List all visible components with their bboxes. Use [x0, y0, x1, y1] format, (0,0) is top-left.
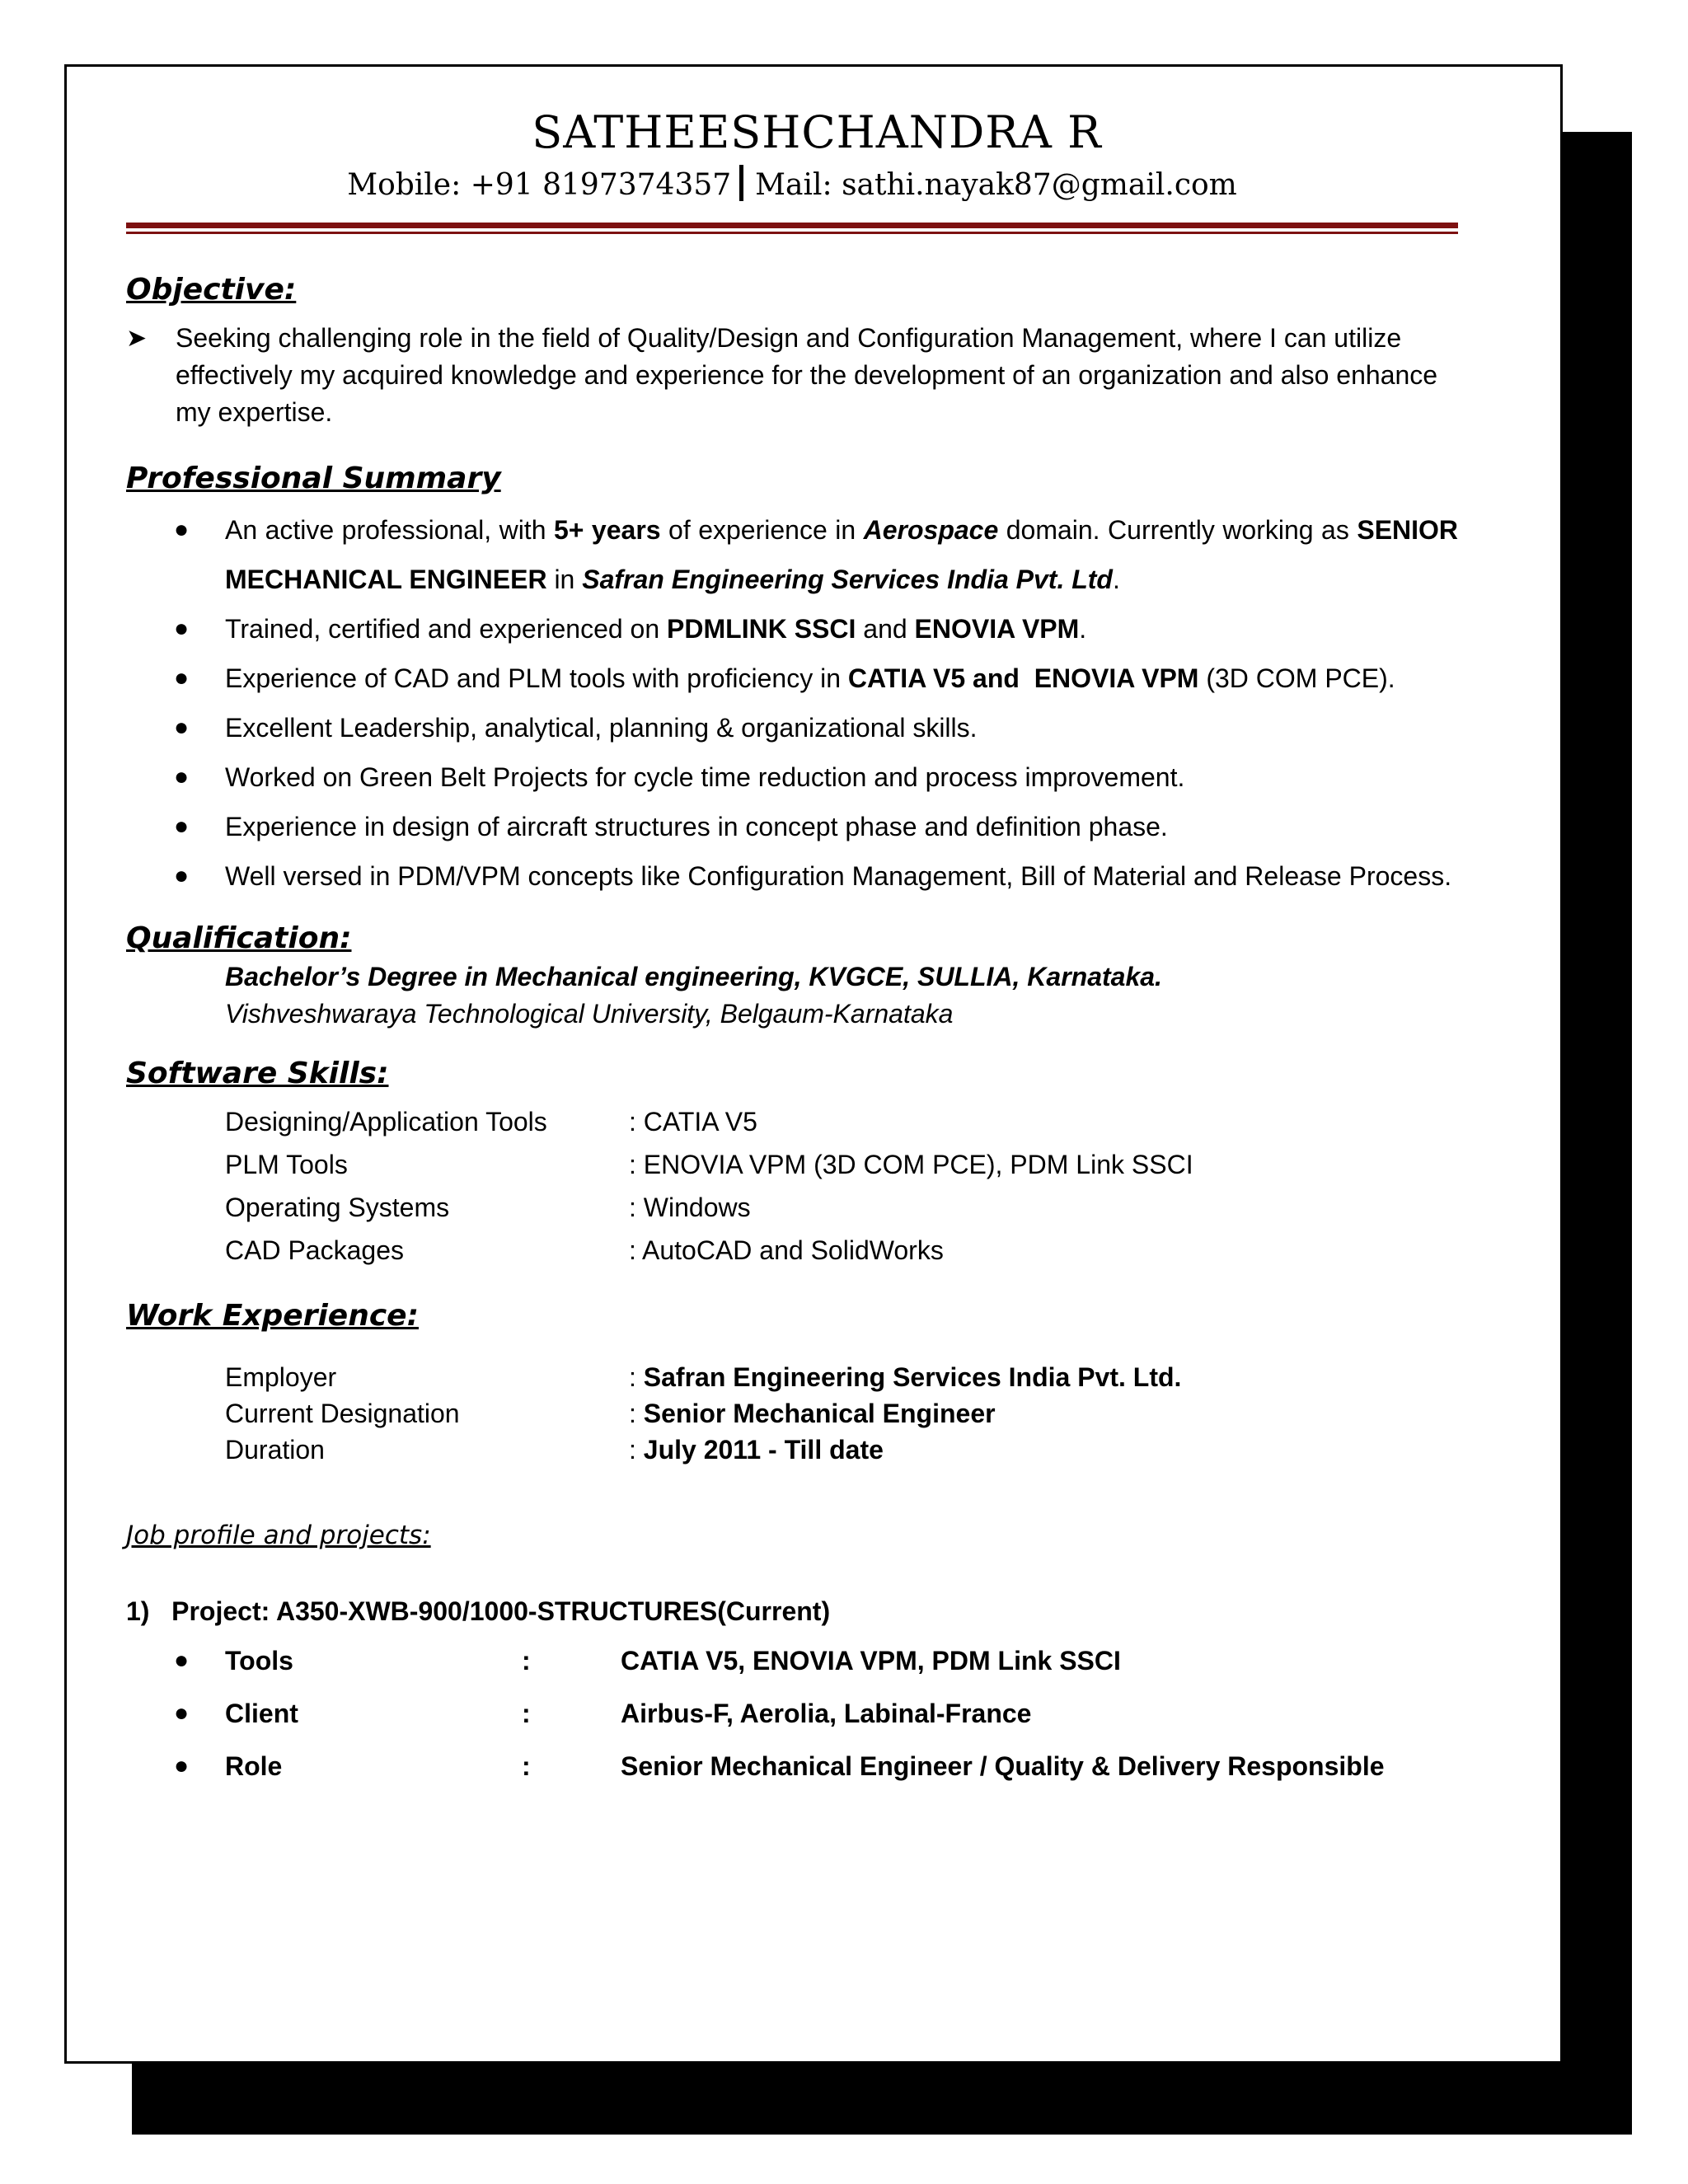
software-row: Operating Systems : Windows [225, 1193, 751, 1222]
university-line: Vishveshwaraya Technological University, Belgaum-Karnataka [225, 999, 954, 1029]
bullet-dot-icon: ● [174, 1752, 190, 1779]
project-details [126, 1634, 1458, 1793]
bullet-dot-icon: ● [174, 763, 190, 790]
arrow-bullet-icon: ➤ [126, 325, 148, 352]
bullet-dot-icon: ● [174, 516, 190, 543]
contact-separator [739, 165, 743, 201]
project-item: ● Role : Senior Mechanical Engineer / Quality & Delivery Responsible [126, 1740, 1458, 1793]
resume-content [126, 104, 1458, 1793]
email-address: Mail: sathi.nayak87@gmail.com [755, 168, 1237, 202]
software-table [126, 1100, 1458, 1272]
qualification-heading: Qualification: [126, 921, 352, 955]
bullet-dot-icon: ● [174, 862, 190, 889]
summary-item: ● Trained, certified and experienced on PDMLINK SSCI and ENOVIA VPM. [126, 604, 1458, 654]
summary-item: ● Experience in design of aircraft structures in concept phase and definition phase. [126, 802, 1458, 851]
objective-item [126, 320, 1458, 431]
header-rule-thick [126, 223, 1458, 228]
degree-line: Bachelor’s Degree in Mechanical engineering, KVGCE, SULLIA, Karnataka. [225, 962, 1162, 991]
bullet-dot-icon: ● [174, 714, 190, 741]
bullet-dot-icon: ● [174, 664, 190, 691]
software-row: Designing/Application Tools : CATIA V5 [225, 1107, 757, 1137]
work-row: Duration : July 2011 - Till date [225, 1435, 884, 1465]
resume-page [64, 64, 1563, 2064]
work-table [126, 1359, 1458, 1468]
work-heading: Work Experience: [126, 1299, 419, 1333]
objective-heading: Objective: [126, 273, 297, 307]
summary-item: ● Well versed in PDM/VPM concepts like Configuration Management, Bill of Material and Release Process. [126, 851, 1458, 901]
software-heading: Software Skills: [126, 1057, 389, 1090]
summary-item: ● Worked on Green Belt Projects for cycle time reduction and process improvement. [126, 752, 1458, 802]
software-row: PLM Tools : ENOVIA VPM (3D COM PCE), PDM Link SSCI [225, 1150, 1193, 1179]
bullet-dot-icon: ● [174, 813, 190, 840]
project-item: ● Client : Airbus-F, Aerolia, Labinal-France [126, 1687, 1458, 1740]
summary-list [126, 505, 1458, 901]
mobile-number: Mobile: +91 8197374357 [347, 168, 732, 202]
work-row: Current Designation : Senior Mechanical Engineer [225, 1399, 996, 1428]
project-title: 1) Project: A350-XWB-900/1000-STRUCTURES(Current) [126, 1596, 831, 1626]
software-row: CAD Packages : AutoCAD and SolidWorks [225, 1235, 944, 1265]
bullet-dot-icon: ● [174, 1647, 190, 1674]
work-row: Employer : Safran Engineering Services India Pvt. Ltd. [225, 1362, 1182, 1392]
candidate-name: SATHEESHCHANDRA R [532, 106, 1102, 158]
contact-line [126, 163, 1458, 208]
objective-text: Seeking challenging role in the field of Quality/Design and Configuration Management, where I can utilize effectively my acquired knowledge and experience for the development of an organization and also enhance my expertise. [176, 323, 1438, 427]
job-profile-heading: Job profile and projects: [126, 1521, 431, 1550]
bullet-dot-icon: ● [174, 1699, 190, 1727]
summary-item: ● An active professional, with 5+ years of experience in Aerospace domain. Currently working as SENIOR MECHANICAL ENGINEER in Safran Engineering Services India Pvt. Ltd. [126, 505, 1458, 604]
project-item: ● Tools : CATIA V5, ENOVIA VPM, PDM Link SSCI [126, 1634, 1458, 1687]
summary-item: ● Experience of CAD and PLM tools with proficiency in CATIA V5 and ENOVIA VPM (3D COM PCE). [126, 654, 1458, 703]
summary-item: ● Excellent Leadership, analytical, planning & organizational skills. [126, 703, 1458, 752]
bullet-dot-icon: ● [174, 615, 190, 642]
header-rule-thin [126, 232, 1458, 234]
summary-heading: Professional Summary [126, 462, 501, 495]
